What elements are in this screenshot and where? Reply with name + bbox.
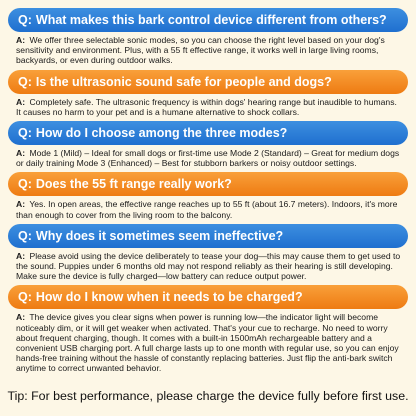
question-bar [8, 8, 408, 32]
question-text: Does the 55 ft range really work? [35, 177, 232, 192]
faq-item-range [8, 172, 408, 219]
question-bar [8, 224, 408, 248]
answer-prefix: A: [16, 35, 26, 45]
answer [8, 145, 408, 168]
faq-item-ineffective [8, 224, 408, 282]
question-text: Why does it sometimes seem ineffective? [35, 228, 284, 243]
answer-text: Please avoid using the device deliberately to tease your dog—this may cause them to get used to the sound. Puppies under 6 months old may not respond reliably as their hearing is still developing. Make sure the device is fully charged—low battery can reduce output power. [16, 250, 401, 282]
answer-text: We offer three selectable sonic modes, so you can choose the right level based on your dog's sensitivity and environment. Plus, with a 55 ft effective range, it works well in large living rooms, backyards, or even during outdoor walks. [16, 35, 385, 66]
question-prefix: Q: [18, 177, 32, 192]
question-text: How do I know when it needs to be charged? [35, 290, 303, 305]
answer [8, 309, 408, 373]
answer [8, 248, 408, 282]
faq-item-device-difference [8, 8, 408, 66]
faq-item-modes [8, 121, 408, 168]
answer [8, 94, 408, 117]
answer-text: Mode 1 (Mild) – Ideal for small dogs or first-time use Mode 2 (Standard) – Great for medium dogs or daily training Mode 3 (Enhanced) – Best for stubborn barkers or noisy outdoor settings. [16, 148, 400, 169]
faq-list [8, 8, 408, 378]
question-bar [8, 70, 408, 94]
question-bar [8, 121, 408, 145]
question-bar [8, 285, 408, 309]
question-prefix: Q: [18, 74, 32, 89]
question-text: How do I choose among the three modes? [35, 126, 288, 141]
answer-text: The device gives you clear signs when power is running low—the indicator light will become noticeably dim, or it will get weaker when activated. That's your cue to recharge. No need to worry about frequent charging, though. It comes with a built-in 1500mAh rechargeable battery and a convenient USB charging port. A full charge lasts up to one month with regular use, so you can enjoy hands-free training without the hassle of constantly replacing batteries. Just flip the anti-bark switch anytime to correct unwanted behavior. [16, 312, 399, 374]
question-prefix: Q: [18, 228, 32, 243]
faq-item-safety [8, 70, 408, 117]
answer [8, 196, 408, 219]
question-prefix: Q: [18, 290, 32, 305]
answer-prefix: A: [16, 96, 26, 107]
answer-prefix: A: [16, 199, 26, 210]
charging-tip: Tip: For best performance, please charge the device fully before first use. [7, 389, 409, 403]
answer-prefix: A: [16, 250, 26, 261]
faq-item-charging [8, 285, 408, 373]
answer-prefix: A: [16, 148, 26, 159]
answer-text: Yes. In open areas, the effective range reaches up to 55 ft (about 16.7 meters). Indoors, it's more than enough to cover from the living room to the balcony. [16, 199, 398, 220]
answer [8, 32, 408, 66]
question-text: What makes this bark control device different from others? [35, 13, 387, 27]
question-prefix: Q: [18, 13, 32, 27]
question-text: Is the ultrasonic sound safe for people and dogs? [35, 74, 332, 89]
answer-prefix: A: [16, 312, 26, 323]
question-prefix: Q: [18, 126, 32, 141]
answer-text: Completely safe. The ultrasonic frequency is within dogs' hearing range but inaudible to humans. It causes no harm to your pet and is a humane alternative to shock collars. [16, 96, 397, 117]
question-bar [8, 172, 408, 196]
